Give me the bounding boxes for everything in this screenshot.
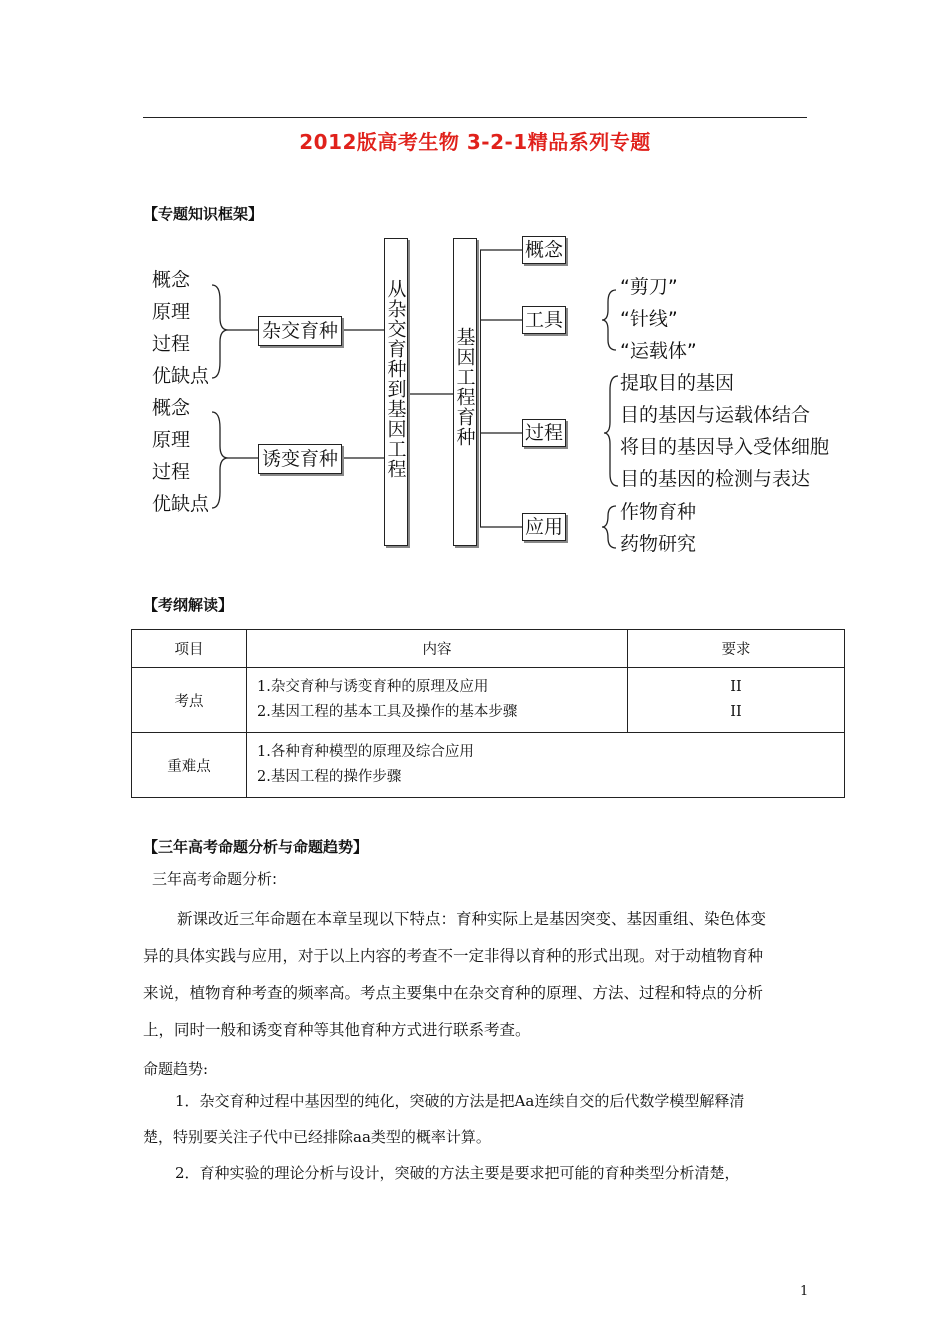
topic-item: 概念 xyxy=(152,397,191,419)
requirement-level: II xyxy=(730,704,742,720)
topic-item: 原理 xyxy=(152,301,191,323)
table-row xyxy=(132,668,845,733)
process-item: 目的基因与运载体结合 xyxy=(620,404,811,426)
main-topic-box xyxy=(384,238,408,546)
process-item: 提取目的基因 xyxy=(620,372,735,394)
trunk-line xyxy=(480,250,481,527)
hybrid-topics xyxy=(152,264,209,392)
gene-engineering-box xyxy=(453,238,477,546)
trend-line: 楚，特别要关注子代中已经排除aa类型的概率计算。 xyxy=(143,1128,491,1146)
tool-item: “运载体” xyxy=(620,340,697,362)
gene-engineering-label: 基因工程育种 xyxy=(453,327,476,447)
trend-line: 2．育种实验的理论分析与设计，突破的方法主要是要求把可能的育种类型分析清楚， xyxy=(175,1164,740,1182)
process-box: 过程 xyxy=(522,419,566,447)
process-item: 目的基因的检测与表达 xyxy=(620,468,811,490)
topic-item: 过程 xyxy=(152,461,191,483)
analysis-subheading: 三年高考命题分析: xyxy=(152,870,278,888)
process-items xyxy=(620,367,829,495)
analysis-heading: 【三年高考命题分析与命题趋势】 xyxy=(143,838,369,856)
application-item: 药物研究 xyxy=(620,533,697,555)
mutation-breeding-box: 诱变育种 xyxy=(258,444,342,474)
syllabus-table xyxy=(131,629,845,798)
content-line: 1.各种育种模型的原理及综合应用 xyxy=(257,744,474,760)
content-line: 1.杂交育种与诱变育种的原理及应用 xyxy=(257,679,489,695)
tools-items xyxy=(620,271,697,367)
application-item: 作物育种 xyxy=(620,501,697,523)
topic-item: 原理 xyxy=(152,429,191,451)
topic-item: 过程 xyxy=(152,333,191,355)
framework-heading: 【专题知识框架】 xyxy=(143,205,264,223)
table-header-cell: 内容 xyxy=(247,630,628,668)
table-header-row xyxy=(132,630,845,668)
tool-item: “剪刀” xyxy=(620,276,678,298)
hybrid-breeding-box: 杂交育种 xyxy=(258,316,342,346)
requirement-level: II xyxy=(730,679,742,695)
table-row xyxy=(132,733,845,798)
content-line: 2.基因工程的基本工具及操作的基本步骤 xyxy=(257,704,518,720)
tools-box: 工具 xyxy=(522,306,566,334)
mutation-topics xyxy=(152,392,209,520)
application-items xyxy=(620,496,696,560)
page-number: 1 xyxy=(800,1284,809,1299)
table-cell-content xyxy=(247,668,628,733)
paragraph-line: 新课改近三年命题在本章呈现以下特点：育种实际上是基因突变、基因重组、染色体变 xyxy=(177,910,767,928)
syllabus-heading: 【考纲解读】 xyxy=(143,596,234,614)
paragraph-line: 上，同时一般和诱变育种等其他育种方式进行联系考查。 xyxy=(143,1021,531,1039)
paragraph-line: 来说，植物育种考查的频率高。考点主要集中在杂交育种的原理、方法、过程和特点的分析 xyxy=(143,984,764,1002)
page-title: 2012版高考生物 3-2-1精品系列专题 xyxy=(299,130,651,154)
trend-line: 1．杂交育种过程中基因型的纯化，突破的方法是把Aa连续自交的后代数学模型解释清 xyxy=(175,1092,745,1110)
topic-item: 优缺点 xyxy=(152,493,210,515)
concept-box: 概念 xyxy=(522,236,566,264)
application-box: 应用 xyxy=(522,513,566,541)
table-cell-item: 重难点 xyxy=(132,733,247,798)
table-cell-requirement xyxy=(628,668,845,733)
table-header-cell: 要求 xyxy=(628,630,845,668)
table-cell-content xyxy=(247,733,845,798)
paragraph-line: 异的具体实践与应用，对于以上内容的考查不一定非得以育种的形式出现。对于动植物育种 xyxy=(143,947,764,965)
trend-list xyxy=(143,1083,823,1191)
content-line: 2.基因工程的操作步骤 xyxy=(257,769,402,785)
table-cell-item: 考点 xyxy=(132,668,247,733)
analysis-paragraph xyxy=(143,901,823,1049)
table-header-cell: 项目 xyxy=(132,630,247,668)
trend-subheading: 命题趋势: xyxy=(143,1060,209,1078)
tool-item: “针线” xyxy=(620,308,678,330)
process-item: 将目的基因导入受体细胞 xyxy=(620,436,830,458)
main-topic-label: 从杂交育种到基因工程 xyxy=(384,279,407,479)
topic-item: 概念 xyxy=(152,269,191,291)
topic-item: 优缺点 xyxy=(152,365,210,387)
